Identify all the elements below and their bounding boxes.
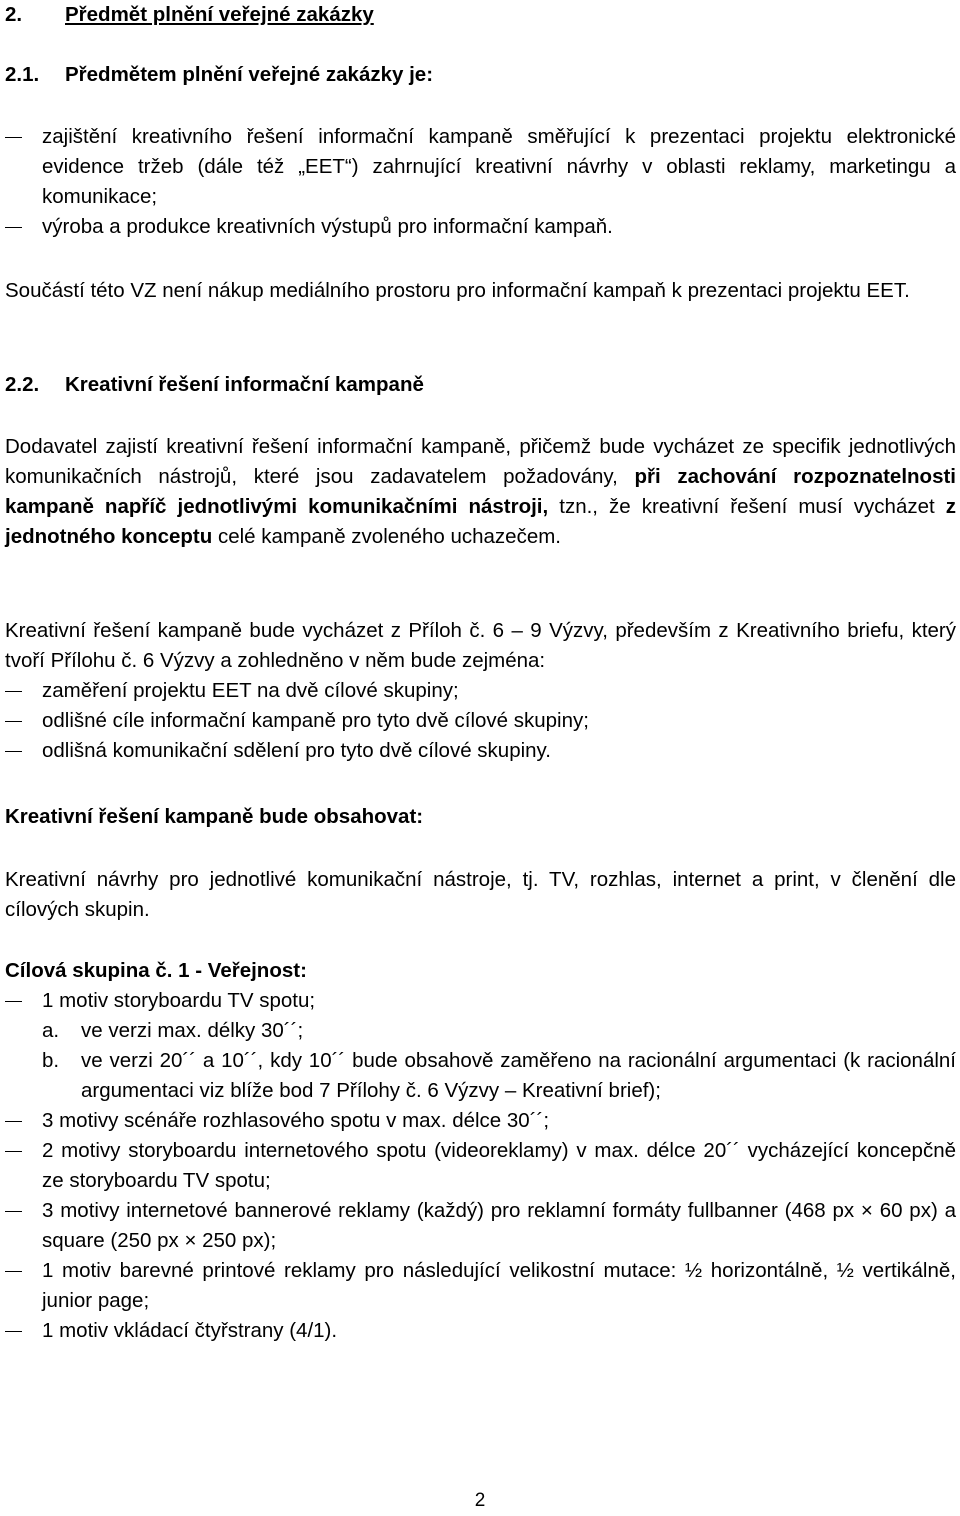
section-heading-2: [5, 0, 374, 30]
deliverables-list-continued: [5, 1106, 956, 1346]
page-number: 2: [474, 1490, 486, 1511]
heading-text: Předmět plnění veřejné zakázky: [65, 3, 374, 26]
list-item: 3 motivy internetové bannerové reklamy (každý) pro reklamní formáty fullbanner (468 px × 60 px) a square (250 px × 250 px);: [42, 1199, 956, 1252]
list-item: 1 motiv vkládací čtyřstrany (4/1).: [42, 1319, 338, 1342]
brief-paragraph: Kreativní řešení kampaně bude vycházet z Příloh č. 6 – 9 Výzvy, především z Kreativního briefu, který tvoří Přílohu č. 6 Výzvy a zohledněno v něm bude zejména: zaměření projektu EET na dvě cílové skupiny; odlišné cíle informační kampaně pro tyto dvě cílové skupiny; odlišná komunikační sdělení pro tyto dvě cílové skupiny.: [5, 616, 956, 766]
sub-list-item: b. ve verzi 20´´ a 10´´, kdy 10´´ bude obsahově zaměřeno na racionální argumentaci (k racionální argumentaci viz blíže bod 7 Přílohy č. 6 Výzvy – Kreativní brief);: [42, 1049, 956, 1102]
scope-list-section: [5, 122, 956, 242]
list-item: zaměření projektu EET na dvě cílové skupiny;: [42, 679, 459, 702]
target-group-heading: Cílová skupina č. 1 - Veřejnost:: [5, 959, 307, 982]
list-item: odlišné cíle informační kampaně pro tyto dvě cílové skupiny;: [42, 709, 589, 732]
target-group-1-section: [5, 956, 956, 1346]
heading-number: 2.1.: [5, 63, 40, 86]
list-item: 2 motivy storyboardu internetového spotu (videoreklamy) v max. délce 20´´ vycházející koncepčně ze storyboardu TV spotu;: [42, 1139, 956, 1192]
scope-exclusion-paragraph: Součástí této VZ není nákup mediálního prostoru pro informační kampaň k prezentaci projektu EET.: [5, 279, 910, 302]
creative-solution-paragraph: Dodavatel zajistí kreativní řešení informační kampaně, přičemž bude vycházet ze specifik jednotlivých komunikačních nástrojů, které jsou zadavatelem požadovány, při zachování rozpoznatelnosti kampaně napříč jednotlivými komunikačními nástroji, tzn., že kreativní řešení musí vycházet z jednotného konceptu celé kampaně zvoleného uchazečem.: [5, 435, 956, 548]
scope-list: [5, 122, 956, 242]
heading-text: Kreativní řešení informační kampaně: [65, 373, 424, 396]
list-item: 1 motiv barevné printové reklamy pro následující velikostní mutace: ½ horizontálně, ½ vertikálně, junior page;: [42, 1259, 956, 1312]
heading-text: Předmětem plnění veřejné zakázky je:: [65, 63, 434, 86]
contents-heading: Kreativní řešení kampaně bude obsahovat:: [5, 805, 424, 828]
proposals-paragraph: Kreativní návrhy pro jednotlivé komunikační nástroje, tj. TV, rozhlas, internet a print, v členění dle cílových skupin.: [5, 868, 956, 921]
subsection-heading-2-2: [5, 370, 424, 400]
list-item: výroba a produkce kreativních výstupů pro informační kampaň.: [42, 215, 613, 238]
deliverables-list: [5, 986, 956, 1016]
tv-spot-versions-list: [5, 1016, 956, 1106]
list-item: 1 motiv storyboardu TV spotu;: [42, 989, 316, 1012]
target-groups-list: [5, 676, 956, 766]
subsection-heading-2-1: [5, 60, 433, 90]
list-item: zajištění kreativního řešení informační kampaně směřující k prezentaci projektu elektronické evidence tržeb (dále též „EET“) zahrnující kreativní návrhy v oblasti reklamy, marketingu a komunikace;: [42, 125, 956, 208]
heading-number: 2.2.: [5, 373, 40, 396]
heading-number: 2.: [5, 3, 23, 26]
sub-list-item: a. ve verzi max. délky 30´´;: [42, 1019, 304, 1042]
list-item: 3 motivy scénáře rozhlasového spotu v max. délce 30´´;: [42, 1109, 550, 1132]
list-item: odlišná komunikační sdělení pro tyto dvě cílové skupiny.: [42, 739, 551, 762]
